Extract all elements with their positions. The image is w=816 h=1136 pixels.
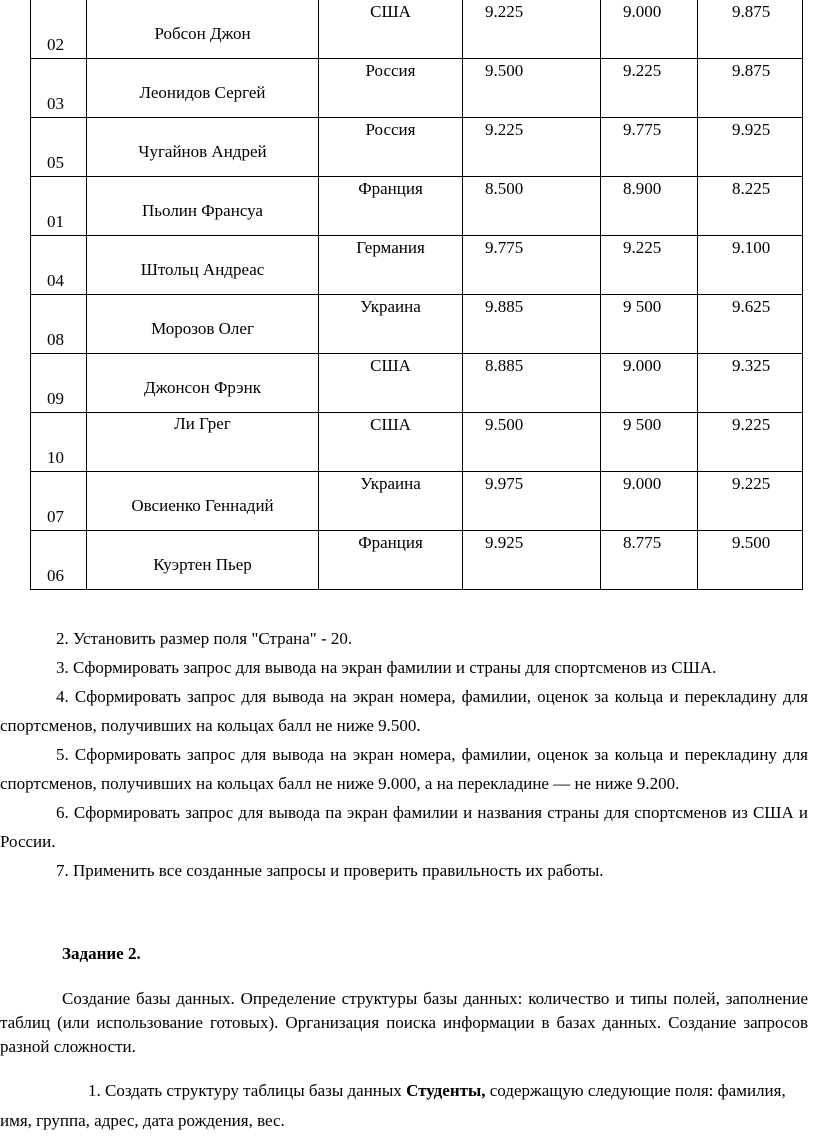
row-number: 08 xyxy=(47,330,64,349)
item-1 xyxy=(0,1076,805,1136)
score-3-cell xyxy=(698,59,803,118)
score-2: 9.000 xyxy=(623,356,662,375)
athlete-name: Джонсон Фрэнк xyxy=(144,378,261,397)
athlete-country-cell xyxy=(319,236,463,295)
score-3: 9.875 xyxy=(732,61,771,80)
score-3-cell xyxy=(698,0,803,59)
score-1: 9.775 xyxy=(485,238,524,257)
athlete-name-cell xyxy=(87,0,319,59)
item-1-suffix: содержащую следующие поля: фамилия, имя, группа, адрес, дата рождения, вес. xyxy=(0,1081,786,1130)
row-number: 09 xyxy=(47,389,64,408)
score-1-cell xyxy=(463,236,601,295)
section-heading-block xyxy=(0,939,808,968)
athlete-country: Украина xyxy=(360,297,421,316)
score-3-cell xyxy=(698,354,803,413)
score-2: 9.000 xyxy=(623,474,662,493)
table-row xyxy=(31,177,803,236)
score-2: 9.775 xyxy=(623,120,662,139)
row-number: 01 xyxy=(47,212,64,231)
row-number-cell xyxy=(31,0,87,59)
score-3: 9.500 xyxy=(732,533,771,552)
score-1-cell xyxy=(463,413,601,472)
score-1-cell xyxy=(463,295,601,354)
score-3: 9.225 xyxy=(732,474,771,493)
table-row xyxy=(31,531,803,590)
score-2-cell xyxy=(601,177,698,236)
athlete-name: Ли Грег xyxy=(174,414,231,433)
athlete-country-cell xyxy=(319,295,463,354)
results-table xyxy=(30,0,803,590)
row-number-cell xyxy=(31,531,87,590)
athlete-name-cell xyxy=(87,354,319,413)
task-5: 5. Сформировать запрос для вывода на экран номера, фамилии, оценок за кольца и перекладину для спортсменов, получивших на кольцах балл не ниже 9.000, а на перекладине — не ниже 9.200. xyxy=(0,745,808,793)
score-2-cell xyxy=(601,354,698,413)
athlete-country-cell xyxy=(319,0,463,59)
athlete-country-cell xyxy=(319,413,463,472)
athlete-name: Пьолин Франсуа xyxy=(142,201,263,220)
athlete-name: Чугайнов Андрей xyxy=(138,142,267,161)
table-row xyxy=(31,59,803,118)
score-2: 9.225 xyxy=(623,238,662,257)
athlete-name-cell xyxy=(87,472,319,531)
athlete-country-cell xyxy=(319,118,463,177)
score-2-cell xyxy=(601,531,698,590)
athlete-name: Морозов Олег xyxy=(151,319,254,338)
table-row xyxy=(31,472,803,531)
score-3: 9.325 xyxy=(732,356,771,375)
score-3: 9.925 xyxy=(732,120,771,139)
score-2-cell xyxy=(601,118,698,177)
task-3: 3. Сформировать запрос для вывода на экран фамилии и страны для спортсменов из США. xyxy=(56,658,717,677)
score-1-cell xyxy=(463,0,601,59)
athlete-country-cell xyxy=(319,354,463,413)
row-number: 10 xyxy=(47,448,64,467)
score-1-cell xyxy=(463,177,601,236)
athlete-name-cell xyxy=(87,59,319,118)
score-2-cell xyxy=(601,59,698,118)
row-number-cell xyxy=(31,295,87,354)
athlete-country: США xyxy=(370,2,411,21)
table-row xyxy=(31,413,803,472)
score-2-cell xyxy=(601,0,698,59)
score-1: 9.500 xyxy=(485,415,524,434)
athlete-name: Робсон Джон xyxy=(154,24,251,43)
athlete-name-cell xyxy=(87,118,319,177)
athlete-name-cell xyxy=(87,295,319,354)
item-1-prefix: 1. Создать структуру таблицы базы данных xyxy=(88,1081,407,1100)
athlete-country-cell xyxy=(319,472,463,531)
score-3: 9.625 xyxy=(732,297,771,316)
task-7: 7. Применить все созданные запросы и проверить правильность их работы. xyxy=(56,861,604,880)
score-3: 8.225 xyxy=(732,179,771,198)
athlete-country: Россия xyxy=(365,120,416,139)
row-number-cell xyxy=(31,118,87,177)
section-heading: Задание 2. xyxy=(62,944,141,963)
score-3-cell xyxy=(698,118,803,177)
score-1: 9.975 xyxy=(485,474,524,493)
row-number: 02 xyxy=(47,35,64,54)
score-3-cell xyxy=(698,295,803,354)
score-1: 8.885 xyxy=(485,356,524,375)
row-number-cell xyxy=(31,177,87,236)
athlete-name: Штольц Андреас xyxy=(140,260,265,279)
row-number-cell xyxy=(31,472,87,531)
row-number: 06 xyxy=(47,566,64,585)
score-1-cell xyxy=(463,531,601,590)
item-1-bold: Студенты, xyxy=(406,1081,486,1100)
athlete-country: Франция xyxy=(358,179,423,198)
table-row xyxy=(31,0,803,59)
intro-paragraph: Создание базы данных. Определение структуры базы данных: количество и типы полей, заполнение таблиц (или использование готовых). Организация поиска информации в базах данных. Создание запросов разной сложности. xyxy=(0,989,808,1056)
score-1: 9.225 xyxy=(485,2,524,21)
row-number-cell xyxy=(31,236,87,295)
athlete-name-cell xyxy=(87,531,319,590)
score-3-cell xyxy=(698,236,803,295)
athlete-name-cell xyxy=(87,236,319,295)
score-3-cell xyxy=(698,531,803,590)
score-1: 9.225 xyxy=(485,120,524,139)
score-1-cell xyxy=(463,354,601,413)
score-3-cell xyxy=(698,413,803,472)
row-number-cell xyxy=(31,59,87,118)
athlete-country: США xyxy=(370,415,411,434)
row-number-cell xyxy=(31,354,87,413)
athlete-name: Овсиенко Геннадий xyxy=(131,496,274,515)
athlete-country: Германия xyxy=(356,238,425,257)
task-2: 2. Установить размер поля "Страна" - 20. xyxy=(56,629,353,648)
table-row xyxy=(31,295,803,354)
row-number-cell xyxy=(31,413,87,472)
score-2: 8.775 xyxy=(623,533,662,552)
athlete-name-cell xyxy=(87,177,319,236)
athlete-name: Куэртен Пьер xyxy=(153,555,252,574)
table-row xyxy=(31,118,803,177)
score-2-cell xyxy=(601,295,698,354)
athlete-country: США xyxy=(370,356,411,375)
score-2-cell xyxy=(601,236,698,295)
row-number: 07 xyxy=(47,507,64,526)
table-row xyxy=(31,236,803,295)
score-3: 9.100 xyxy=(732,238,771,257)
athlete-name: Леонидов Сергей xyxy=(139,83,266,102)
item-1-block xyxy=(0,1076,805,1136)
score-1: 9.885 xyxy=(485,297,524,316)
task-6: 6. Сформировать запрос для вывода па экран фамилии и названия страны для спортсменов из США и России. xyxy=(0,803,808,851)
athlete-country-cell xyxy=(319,177,463,236)
score-3: 9.225 xyxy=(732,415,771,434)
row-number: 03 xyxy=(47,94,64,113)
score-1: 9.500 xyxy=(485,61,524,80)
score-3-cell xyxy=(698,177,803,236)
task-4: 4. Сформировать запрос для вывода на экран номера, фамилии, оценок за кольца и перекладину для спортсменов, получивших на кольцах балл не ниже 9.500. xyxy=(0,687,808,735)
task-list xyxy=(0,624,808,885)
score-3-cell xyxy=(698,472,803,531)
athlete-country: Россия xyxy=(365,61,416,80)
athlete-country: Франция xyxy=(358,533,423,552)
score-2-cell xyxy=(601,472,698,531)
athlete-country: Украина xyxy=(360,474,421,493)
row-number: 05 xyxy=(47,153,64,172)
score-1-cell xyxy=(463,59,601,118)
score-2-cell xyxy=(601,413,698,472)
row-number: 04 xyxy=(47,271,64,290)
score-1: 9.925 xyxy=(485,533,524,552)
score-2: 9 500 xyxy=(623,297,662,316)
score-1: 8.500 xyxy=(485,179,524,198)
score-2: 9.000 xyxy=(623,2,662,21)
intro-block xyxy=(0,987,808,1059)
score-3: 9.875 xyxy=(732,2,771,21)
score-2: 8.900 xyxy=(623,179,662,198)
athlete-country-cell xyxy=(319,59,463,118)
score-1-cell xyxy=(463,118,601,177)
score-1-cell xyxy=(463,472,601,531)
athlete-name-cell xyxy=(87,413,319,472)
athlete-country-cell xyxy=(319,531,463,590)
score-2: 9 500 xyxy=(623,415,662,434)
table-row xyxy=(31,354,803,413)
score-2: 9.225 xyxy=(623,61,662,80)
